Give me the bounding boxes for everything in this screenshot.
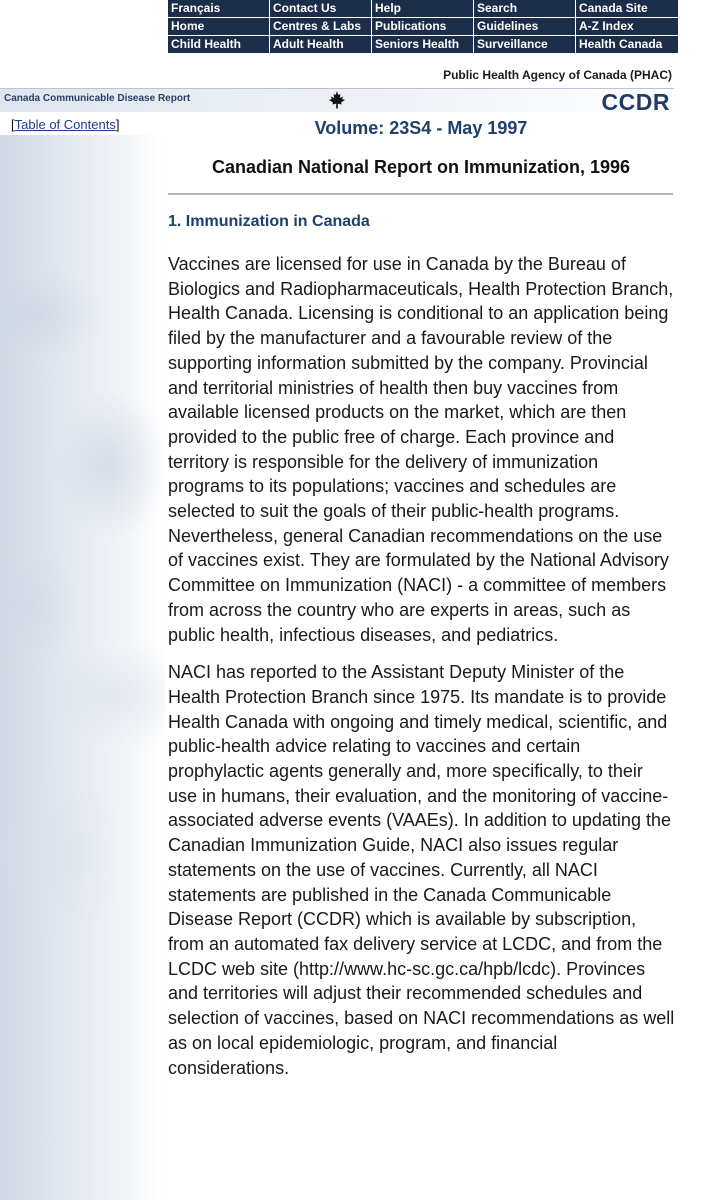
nav-contact-us[interactable]: Contact Us — [270, 0, 371, 17]
nav-child-health[interactable]: Child Health — [168, 36, 269, 53]
article-body — [168, 252, 676, 1093]
paragraph-2: NACI has reported to the Assistant Deputy Minister of the Health Protection Branch since 1975. Its mandate is to provide Health Canada with ongoing and timely medical, scientific, and public-health advice relating to vaccines and certain prophylactic agents generally and, more specifically, to their use in humans, their evaluation, and the monitoring of vaccine-associated adverse events (VAAEs). In addition to updating the Canadian Immunization Guide, NACI also issues regular statements on the use of vaccines. Currently, all NACI statements are published in the Canada Communicable Disease Report (CCDR) which is available by subscription, from an automated fax delivery service at LCDC, and from the LCDC web site (http://www.hc-sc.gc.ca/hpb/lcdc). Provinces and territories will adjust their recommended schedules and selection of vaccines, based on NACI recommendations as well as on local epidemiologic, program, and financial considerations. — [168, 662, 675, 1078]
volume-heading: Volume: 23S4 - May 1997 — [314, 118, 528, 138]
leaf-background-image — [0, 135, 165, 1200]
table-of-contents-link-wrapper — [11, 117, 119, 132]
nav-publications[interactable]: Publications — [372, 18, 473, 35]
section-heading: 1. Immunization in Canada — [168, 213, 370, 230]
toc-open-bracket: [ — [11, 117, 15, 132]
ccdr-logo: CCDR — [601, 89, 670, 115]
nav-search[interactable]: Search — [474, 0, 575, 17]
ccdr-banner — [0, 88, 674, 115]
paragraph-1: Vaccines are licensed for use in Canada by the Bureau of Biologics and Radiopharmaceuticals, Health Protection Branch, Health Canada. Licensing is conditional to an application being filed by the manufacturer and a favourable review of the supporting information submitted by the company. Provincial and territorial ministries of health then buy vaccines from available licensed products on the market, which are then provided to the public free of charge. Each province and territory is responsible for the delivery of immunization programs to its populations; vaccines and schedules are selected to suit the goals of their public-health programs. Nevertheless, general Canadian recommendations on the use of vaccines exist. They are formulated by the National Advisory Committee on Immunization (NACI) - a committee of members from across the country who are experts in areas, such as public health, infectious diseases, and pediatrics. — [168, 254, 674, 645]
nav-a-z-index[interactable]: A-Z Index — [576, 18, 678, 35]
toc-close-bracket: ] — [115, 117, 120, 132]
nav-home[interactable]: Home — [168, 18, 269, 35]
maple-leaf-icon — [327, 90, 347, 110]
banner-title: Canada Communicable Disease Report — [4, 93, 191, 104]
report-title: Canadian National Report on Immunization, 1996 — [211, 157, 631, 177]
nav-health-canada[interactable]: Health Canada — [576, 36, 678, 53]
table-of-contents-link[interactable]: Table of Contents — [14, 117, 116, 132]
top-navigation — [168, 0, 674, 53]
agency-label: Public Health Agency of Canada (PHAC) — [443, 68, 672, 82]
nav-adult-health[interactable]: Adult Health — [270, 36, 371, 53]
divider — [168, 193, 673, 195]
nav-help[interactable]: Help — [372, 0, 473, 17]
nav-canada-site[interactable]: Canada Site — [576, 0, 678, 17]
nav-surveillance[interactable]: Surveillance — [474, 36, 575, 53]
nav-seniors-health[interactable]: Seniors Health — [372, 36, 473, 53]
nav-francais[interactable]: Français — [168, 0, 269, 17]
nav-guidelines[interactable]: Guidelines — [474, 18, 575, 35]
nav-centres-labs[interactable]: Centres & Labs — [270, 18, 371, 35]
